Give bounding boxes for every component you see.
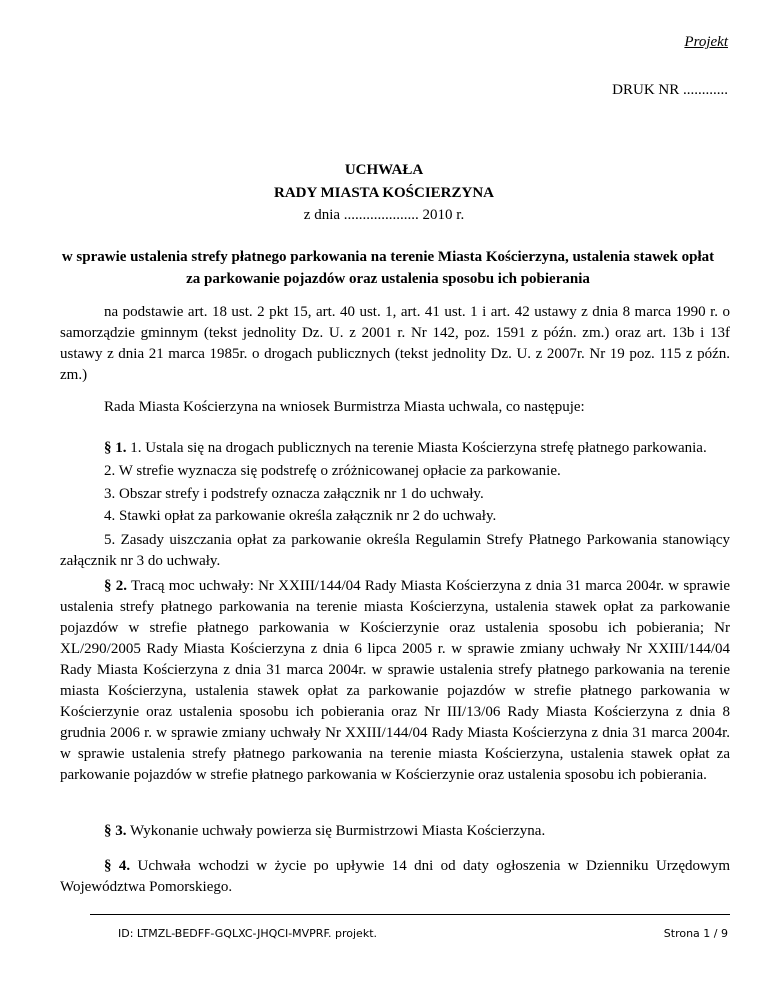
- section-1-item-5: 5. Zasady uiszczania opłat za parkowanie określa Regulamin Strefy Płatnego Parkowania stanowiący załącznik nr 3 do uchwały.: [60, 532, 730, 569]
- section-1-label: § 1.: [104, 440, 127, 456]
- section-1-item-1: [104, 440, 707, 457]
- section-2: [60, 576, 730, 786]
- legal-basis: na podstawie art. 18 ust. 2 pkt 15, art. 40 ust. 1, art. 41 ust. 1 i art. 42 ustawy z dnia 8 marca 1990 r. o samorządzie gminnym (tekst jednolity Dz. U. z 2001 r. Nr 142, poz. 1591 z późn. zm.) oraz art. 13b i 13f ustawy z dnia 21 marca 1985r. o drogach publicznych (tekst jednolity Dz. U. z 2007r. Nr 19 poz. 115 z późn. zm.): [60, 304, 730, 383]
- section-3: [60, 821, 730, 842]
- section-1-item-4: 4. Stawki opłat za parkowanie określa załącznik nr 2 do uchwały.: [104, 508, 497, 524]
- section-3-text: Wykonanie uchwały powierza się Burmistrzowi Miasta Kościerzyna.: [129, 823, 546, 839]
- resolution-date: z dnia .................... 2010 r.: [303, 207, 465, 223]
- section-4: [60, 856, 730, 898]
- druk-number: DRUK NR ............: [612, 82, 728, 98]
- projekt-label: Projekt: [684, 34, 728, 50]
- section-1-item-3: 3. Obszar strefy i podstrefy oznacza załącznik nr 1 do uchwały.: [104, 486, 484, 502]
- footer-divider: [90, 914, 730, 915]
- council-name: RADY MIASTA KOŚCIERZYNA: [273, 185, 495, 201]
- document-title: UCHWAŁA: [344, 162, 424, 178]
- resolution-subject: w sprawie ustalenia strefy płatnego parkowania na terenie Miasta Kościerzyna, ustalenia stawek opłat za parkowanie pojazdów oraz ustalenia sposobu ich pobierania: [61, 249, 715, 287]
- resolution-intro: Rada Miasta Kościerzyna na wniosek Burmistrza Miasta uchwala, co następuje:: [104, 399, 585, 415]
- section-2-text: Tracą moc uchwały: Nr XXIII/144/04 Rady Miasta Kościerzyna z dnia 31 marca 2004r. w sprawie ustalenia strefy płatnego parkowania na terenie miasta Kościerzyna, ustalenia stawek opłat za parkowanie pojazdów w strefie płatnego parkowania w Kościerzynie oraz ustalenia sposobu ich pobierania; Nr XL/290/2005 Rady Miasta Kościerzyna z dnia 6 lipca 2005 r. w sprawie zmiany uchwały Nr XXIII/144/04 Rady Miasta Kościerzyna z dnia 31 marca 2004r. w sprawie ustalenia strefy płatnego parkowania na terenie miasta Kościerzyna, ustalenia stawek opłat za parkowanie pojazdów w strefie płatnego parkowania w Kościerzynie oraz ustalenia sposobu ich pobierania oraz Nr III/13/06 Rady Miasta Kościerzyna z dnia 8 grudnia 2006 r. w sprawie zmiany uchwały Nr XXIII/144/04 Rady Miasta Kościerzyna z dnia 31 marca 2004r. w sprawie ustalenia strefy płatnego parkowania na terenie miasta Kościerzyna, ustalenia stawek opłat za parkowanie pojazdów w strefie płatnego parkowania w Kościerzynie oraz ustalenia sposobu ich pobierania.: [60, 578, 730, 783]
- section-2-label: § 2.: [104, 578, 127, 594]
- section-4-label: § 4.: [104, 858, 131, 874]
- section-3-label: § 3.: [104, 823, 127, 839]
- footer-document-id: ID: LTMZL-BEDFF-GQLXC-JHQCI-MVPRF. projekt.: [118, 927, 377, 940]
- section-4-text: Uchwała wchodzi w życie po upływie 14 dni od daty ogłoszenia w Dzienniku Urzędowym Województwa Pomorskiego.: [60, 858, 731, 895]
- section-1-item-2: 2. W strefie wyznacza się podstrefę o zróżnicowanej opłacie za parkowanie.: [104, 463, 561, 479]
- footer-page-number: Strona 1 / 9: [663, 927, 728, 940]
- section-1-item-1-text: 1. Ustala się na drogach publicznych na terenie Miasta Kościerzyna strefę płatnego parkowania.: [130, 440, 707, 456]
